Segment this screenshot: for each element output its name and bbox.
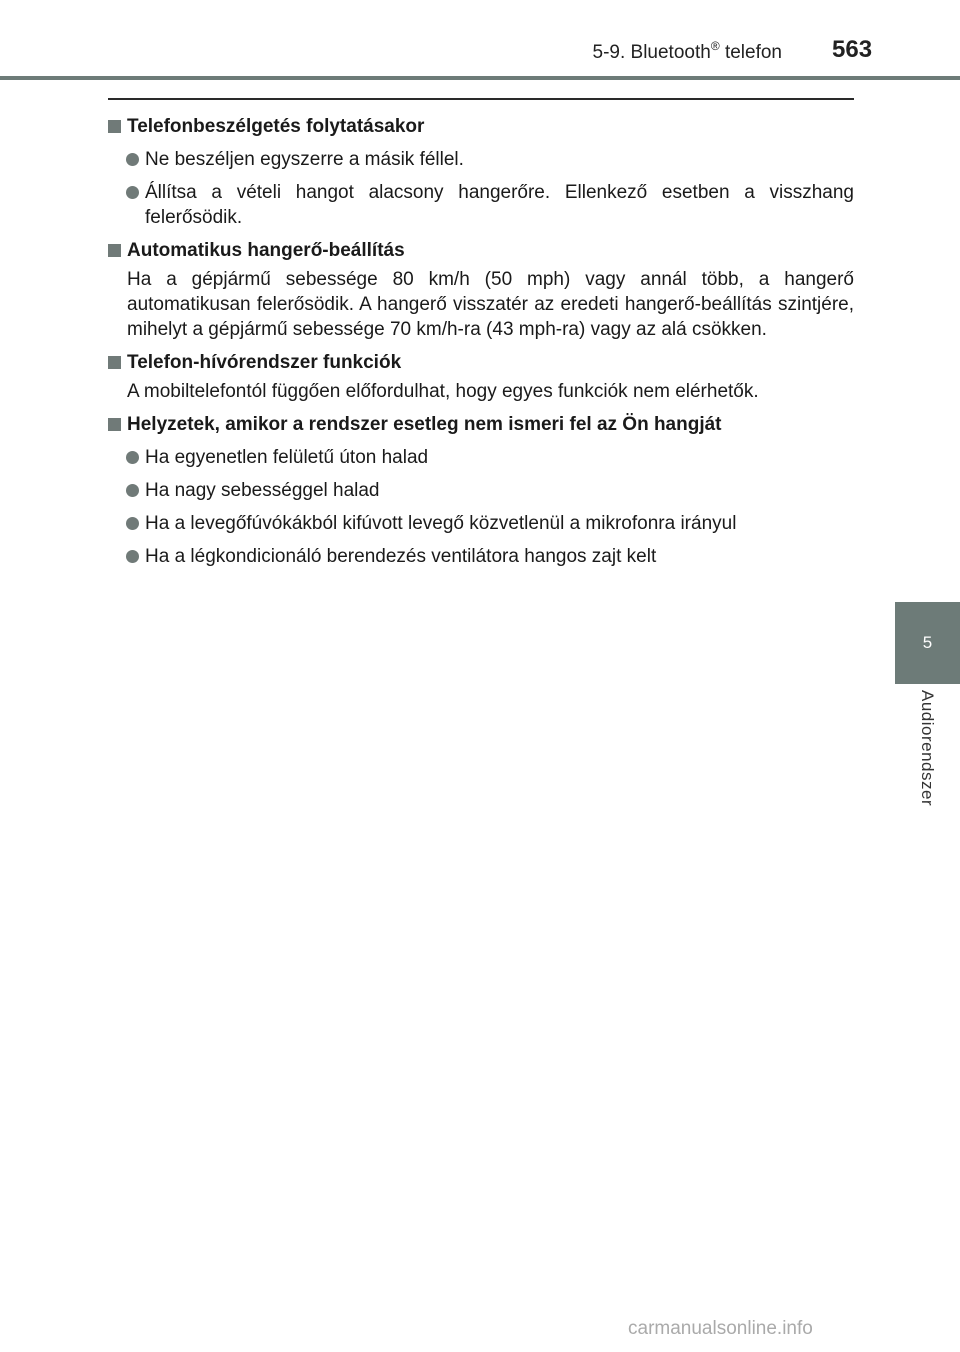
circle-bullet-icon [126,186,139,199]
header-title-suffix: telefon [719,42,782,63]
list-item-text: Állítsa a vételi hangot alacsony hangerőre. Ellenkező esetben a visszhang felerősödik. [145,182,854,228]
section-heading [108,114,854,139]
section-heading [108,350,854,375]
chapter-tab[interactable] [895,602,960,684]
circle-bullet-icon [126,517,139,530]
page-number: 563 [832,36,873,63]
square-bullet-icon [108,418,121,431]
section-phone-functions [108,350,854,404]
content-top-rule [108,98,854,100]
circle-bullet-icon [126,484,139,497]
list-item [108,445,854,470]
section-voice-recognition [108,412,854,569]
section-heading-text: Telefon-hívórendszer funkciók [127,352,402,373]
square-bullet-icon [108,120,121,133]
section-paragraph: A mobiltelefontól függően előfordulhat, hogy egyes funkciók nem elérhetők. [127,381,759,402]
section-heading-text: Telefonbeszélgetés folytatásakor [127,116,425,137]
running-header-title [540,39,782,64]
list-item [108,511,854,536]
list-item-text: Ha a levegőfúvókákból kifúvott levegő közvetlenül a mikrofonra irányul [145,513,737,534]
section-paragraph: Ha a gépjármű sebessége 80 km/h (50 mph) vagy annál több, a hangerő automatikusan felerősödik. A hangerő visszatér az eredeti hangerő-beállítás szintjére, mihelyt a gépjármű sebessége 70 km/h-ra (43 mph-ra) vagy az alá csökken. [127,269,854,340]
chapter-number: 5 [922,633,933,652]
list-item [108,147,854,172]
list-item [108,180,854,230]
page-content [108,106,854,569]
header-title-prefix: 5-9. Bluetooth [592,42,711,63]
watermark: carmanualsonline.info [628,1318,813,1339]
header-rule [0,76,960,80]
list-item [108,478,854,503]
list-item-text: Ha nagy sebességgel halad [145,480,380,501]
circle-bullet-icon [126,153,139,166]
chapter-label-text: Audiorendszer [918,690,937,807]
list-item-text: Ne beszéljen egyszerre a másik féllel. [145,149,464,170]
section-heading-text: Automatikus hangerő-beállítás [127,240,405,261]
list-item-text: Ha egyenetlen felületű úton halad [145,447,429,468]
chapter-label [867,690,960,830]
section-heading-text: Helyzetek, amikor a rendszer esetleg nem ismeri fel az Ön hangját [127,414,722,435]
registered-mark: ® [710,39,720,53]
circle-bullet-icon [126,451,139,464]
square-bullet-icon [108,244,121,257]
list-item [108,544,854,569]
section-auto-volume [108,238,854,342]
section-heading [108,412,854,437]
list-item-text: Ha a légkondicionáló berendezés ventilátora hangos zajt kelt [145,546,657,567]
section-heading [108,238,854,263]
circle-bullet-icon [126,550,139,563]
section-conversation [108,114,854,230]
square-bullet-icon [108,356,121,369]
